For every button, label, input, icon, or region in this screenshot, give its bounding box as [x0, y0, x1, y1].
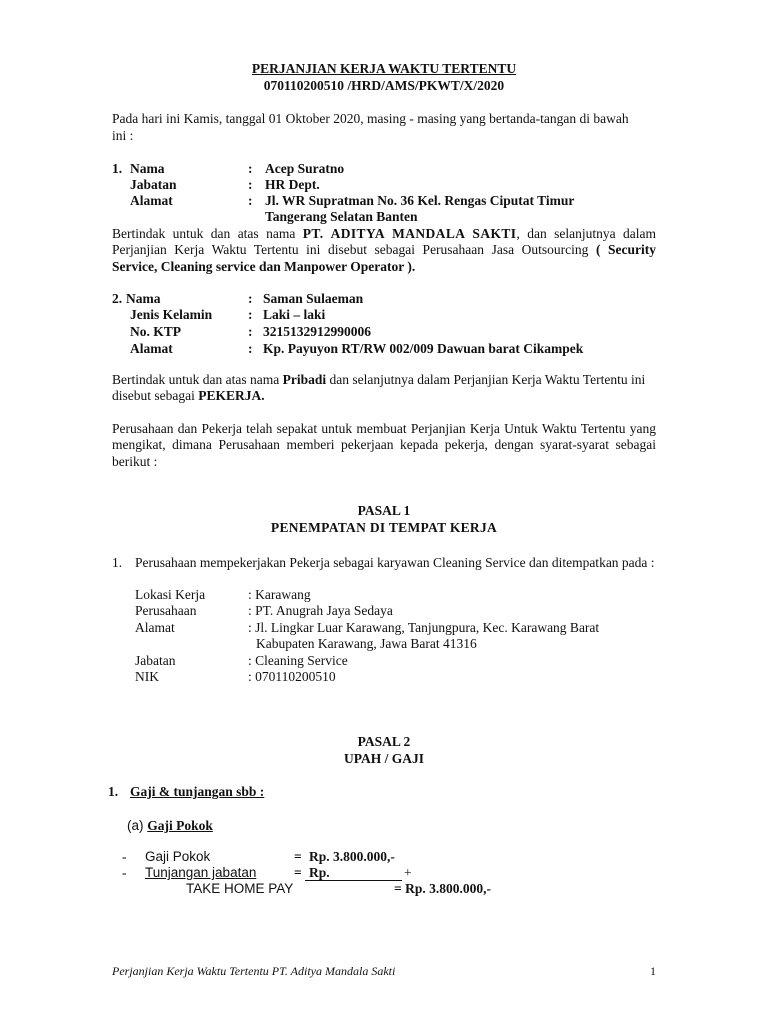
pasal1-subtitle: PENEMPATAN DI TEMPAT KERJA — [270, 520, 498, 535]
intro-line-2: ini : — [112, 128, 134, 143]
company-name: PT. ADITYA MANDALA SAKTI — [302, 226, 517, 241]
pribadi-label: Pribadi — [282, 372, 327, 387]
party1-desc-text-b: , dan selanjutnya dalam Perjanjian Kerja Waktu Tertentu ini disebut sebagai Perusahaan Jasa Outsourcing — [112, 226, 656, 258]
pasal1-label-lokasi: Lokasi Kerja — [135, 587, 206, 602]
take-home-pay-value: = Rp. 3.800.000,- — [394, 881, 491, 896]
party2-colon: : — [248, 291, 253, 306]
party1-colon: : — [248, 161, 253, 176]
plus-sign: + — [404, 865, 412, 880]
pekerja-label: PEKERJA. — [198, 388, 265, 404]
pasal1-value-jabatan: : Cleaning Service — [248, 653, 348, 668]
party1-colon: : — [248, 177, 253, 192]
party2-value-alamat: Kp. Payuyon RT/RW 002/009 Dawuan barat Cikampek — [263, 341, 584, 356]
party1-value-alamat: Jl. WR Supratman No. 36 Kel. Rengas Ciputat Timur — [265, 193, 575, 208]
agreement-paragraph: Perusahaan dan Pekerja telah sepakat untuk membuat Perjanjian Kerja Untuk Waktu Tertentu yang mengikat, dimana Perusahaan memberi pekerjaan kepada pekerja, dengan syarat-syarat sebagai berikut : — [112, 421, 656, 469]
footer-text: Perjanjian Kerja Waktu Tertentu PT. Aditya Mandala Sakti — [112, 964, 396, 978]
pasal1-item-number: 1. — [112, 555, 123, 570]
party2-label-alamat: Alamat — [130, 341, 173, 356]
salary-label-gaji-pokok: Gaji Pokok — [145, 849, 211, 864]
pasal1-value-alamat: : Jl. Lingkar Luar Karawang, Tanjungpura, Kec. Karawang Barat — [248, 620, 600, 635]
party1-address-cont: Tangerang Selatan Banten — [265, 209, 418, 224]
pasal1-value-perusahaan: : PT. Anugrah Jaya Sedaya — [248, 603, 393, 618]
party2-number: 2. — [112, 291, 123, 306]
pasal1-value-nik: : 070110200510 — [248, 669, 336, 684]
salary-dash: - — [122, 849, 127, 864]
gaji-pokok-heading — [127, 818, 213, 834]
party1-value-jabatan: HR Dept. — [265, 177, 320, 192]
pasal1-title: PASAL 1 — [357, 503, 411, 518]
blank-underline — [305, 880, 402, 881]
pasal2-item-number: 1. — [108, 784, 119, 799]
party1-value-nama: Acep Suratno — [265, 161, 345, 176]
party1-label-alamat: Alamat — [130, 193, 173, 208]
party2-value-nama: Saman Sulaeman — [263, 291, 364, 306]
party2-colon: : — [248, 307, 253, 322]
party1-number: 1. — [112, 161, 123, 176]
take-home-pay-label: TAKE HOME PAY — [186, 881, 294, 896]
party2-desc-text-a: Bertindak untuk dan atas nama — [112, 372, 283, 387]
document-number: 070110200510 /HRD/AMS/PKWT/X/2020 — [263, 78, 505, 93]
party1-colon: : — [248, 193, 253, 208]
party2-label-ktp: No. KTP — [130, 324, 182, 339]
pasal2-item-text: Gaji & tunjangan sbb : — [130, 784, 265, 799]
pasal1-label-nik: NIK — [135, 669, 159, 684]
salary-value-gaji-pokok: Rp. 3.800.000,- — [309, 849, 395, 864]
party1-desc-text-a: Bertindak untuk dan atas nama — [112, 226, 303, 241]
sub-label: (a) — [127, 818, 148, 833]
party2-colon: : — [248, 341, 253, 356]
party2-label-gender: Jenis Kelamin — [130, 307, 213, 322]
pasal1-item-text: Perusahaan mempekerjakan Pekerja sebagai karyawan Cleaning Service dan ditempatkan pada : — [135, 555, 655, 570]
pasal2-title: PASAL 2 — [357, 734, 411, 749]
party1-label-nama: Nama — [130, 161, 165, 176]
party2-label-nama: Nama — [126, 291, 161, 306]
salary-eq: = — [294, 865, 302, 880]
pasal1-label-alamat: Alamat — [135, 620, 175, 635]
document-title: PERJANJIAN KERJA WAKTU TERTENTU — [251, 61, 517, 76]
pasal1-label-perusahaan: Perusahaan — [135, 603, 197, 618]
sub-title: Gaji Pokok — [147, 818, 213, 833]
party2-description — [112, 372, 656, 405]
salary-dash: - — [122, 865, 127, 880]
pasal1-label-jabatan: Jabatan — [135, 653, 176, 668]
salary-eq: = — [294, 849, 302, 864]
party1-label-jabatan: Jabatan — [130, 177, 177, 192]
intro-line-1: Pada hari ini Kamis, tanggal 01 Oktober 2020, masing - masing yang bertanda-tangan di bawah — [112, 111, 629, 126]
party2-value-ktp: 3215132912990006 — [263, 324, 371, 339]
party1-description — [112, 226, 656, 275]
pasal1-value-lokasi: : Karawang — [248, 587, 311, 602]
party2-colon: : — [248, 324, 253, 339]
pasal2-subtitle: UPAH / GAJI — [344, 751, 424, 766]
salary-label-tunjangan: Tunjangan jabatan — [145, 865, 257, 880]
party2-value-gender: Laki – laki — [263, 307, 326, 322]
pasal1-value-alamat-cont: Kabupaten Karawang, Jawa Barat 41316 — [256, 636, 477, 651]
company-services: ( Security Service, Cleaning service dan Manpower Operator ). — [112, 242, 656, 274]
page-number: 1 — [650, 964, 656, 978]
tunjangan-rp: Rp. — [309, 865, 330, 880]
salary-value-tunjangan — [309, 865, 330, 881]
party2-desc-text-b: dan selanjutnya dalam Perjanjian Kerja Waktu Tertentu ini disebut sebagai — [112, 372, 646, 404]
